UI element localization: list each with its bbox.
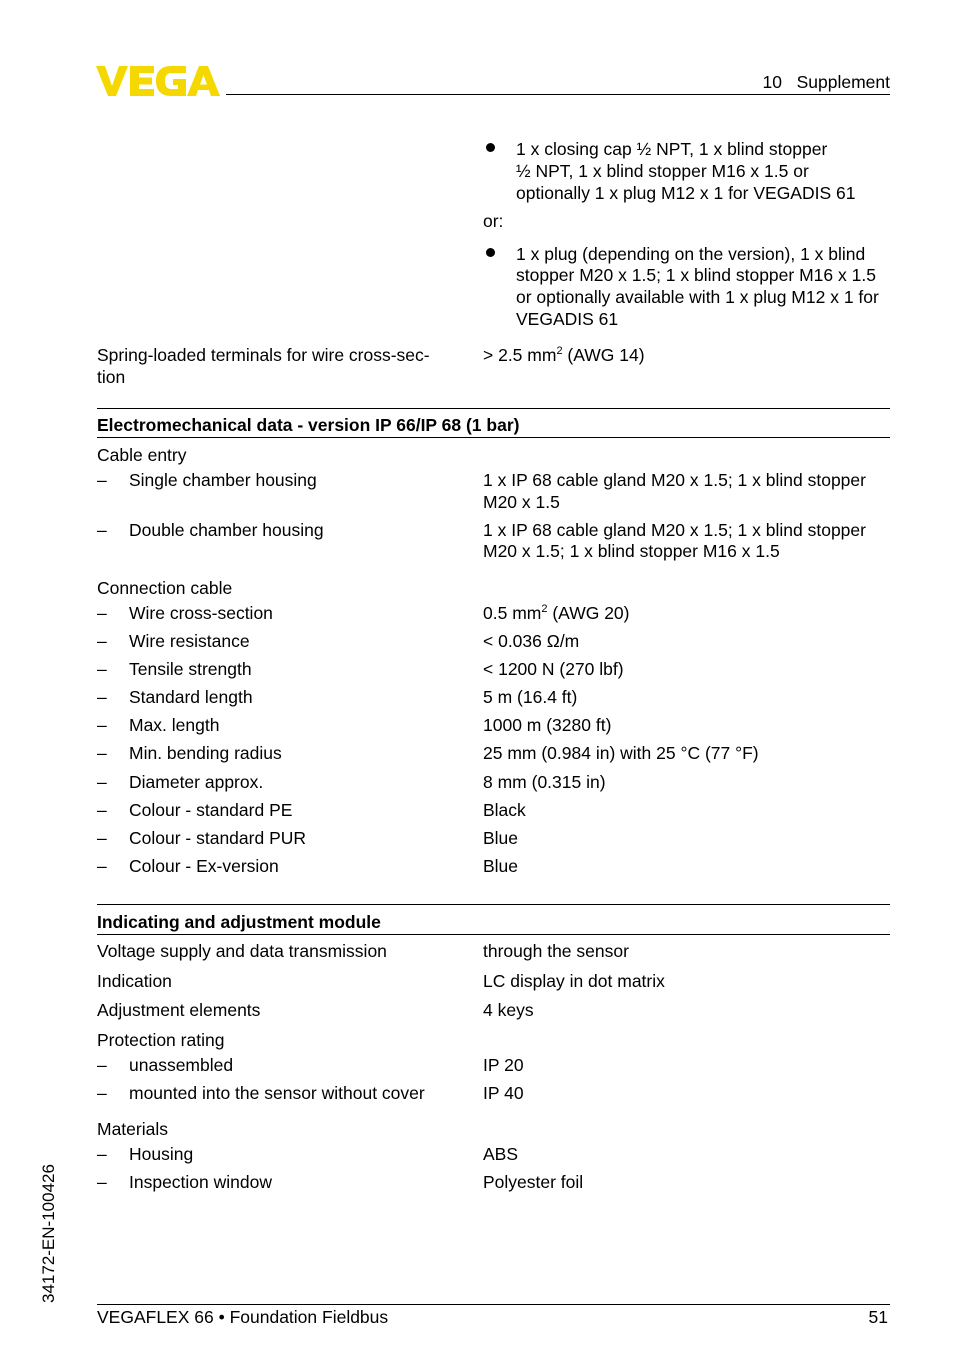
indication-label: Indication — [97, 971, 172, 991]
section-rule-bottom — [97, 437, 890, 438]
voltage-label: Voltage supply and data transmission — [97, 941, 387, 961]
spec-value: < 1200 N (270 lbf) — [483, 659, 624, 679]
materials-label: Materials — [97, 1119, 168, 1139]
dash-marker: – — [97, 828, 107, 848]
chapter-title: 10 Supplement — [762, 72, 890, 92]
bullet2-line1: 1 x plug (depending on the version), 1 x blind — [516, 244, 866, 264]
bullet1-line3: optionally 1 x plug M12 x 1 for VEGADIS 61 — [516, 183, 856, 203]
dash-marker: – — [97, 520, 107, 540]
bullet-icon — [484, 140, 496, 152]
header-rule — [226, 94, 890, 95]
spec-label: Colour - Ex-version — [129, 856, 279, 876]
indicating-title: Indicating and adjustment module — [97, 912, 381, 932]
mounted-value: IP 40 — [483, 1083, 524, 1103]
unassembled-value: IP 20 — [483, 1055, 524, 1075]
adjustment-value: 4 keys — [483, 1000, 534, 1020]
bullet2-line4: VEGADIS 61 — [516, 309, 619, 329]
wire-cross-section-label: Wire cross-section — [129, 603, 273, 623]
dash-marker: – — [97, 470, 107, 490]
spec-value: < 0.036 Ω/m — [483, 631, 580, 651]
dash-marker: – — [97, 715, 107, 735]
dash-marker: – — [97, 659, 107, 679]
section-rule-bottom — [97, 934, 890, 935]
spec-label: Max. length — [129, 715, 220, 735]
spec-value: Blue — [483, 828, 519, 848]
indication-value: LC display in dot matrix — [483, 971, 665, 991]
spec-value: Blue — [483, 856, 519, 876]
housing-label: Housing — [129, 1144, 194, 1164]
cable-entry-label: Cable entry — [97, 445, 187, 465]
footer-product: VEGAFLEX 66 • Foundation Fieldbus — [97, 1307, 389, 1327]
bullet-icon — [484, 245, 496, 257]
mounted-label: mounted into the sensor without cover — [129, 1083, 425, 1103]
bullet2-line2: stopper M20 x 1.5; 1 x blind stopper M16 x 1.5 — [516, 265, 876, 285]
spec-label: Colour - standard PUR — [129, 828, 307, 848]
unassembled-label: unassembled — [129, 1055, 234, 1075]
inspection-window-value: Polyester foil — [483, 1172, 584, 1192]
document-code: 34172-EN-100426 — [39, 1164, 58, 1303]
spec-value: 1000 m (3280 ft) — [483, 715, 612, 735]
page-number: 51 — [868, 1307, 888, 1327]
terminals-value-suffix: (AWG 14) — [562, 345, 645, 365]
section-rule-top — [97, 408, 890, 409]
wire-cs-suffix: (AWG 20) — [547, 603, 630, 623]
dash-marker: – — [97, 856, 107, 876]
protection-label: Protection rating — [97, 1030, 225, 1050]
dash-marker: – — [97, 1144, 107, 1164]
terminals-label-line2: tion — [97, 367, 126, 387]
dash-marker: – — [97, 1172, 107, 1192]
single-chamber-value-line2: M20 x 1.5 — [483, 492, 560, 512]
spec-label: Tensile strength — [129, 659, 252, 679]
electromechanical-title: Electromechanical data - version IP 66/IP 68 (1 bar) — [97, 415, 520, 435]
dash-marker: – — [97, 603, 107, 623]
spec-label: Colour - standard PE — [129, 800, 293, 820]
spec-label: Wire resistance — [129, 631, 250, 651]
spec-label: Standard length — [129, 687, 253, 707]
terminals-value — [483, 344, 645, 366]
spec-value: Black — [483, 800, 526, 820]
bullet1-line1: 1 x closing cap ½ NPT, 1 x blind stopper — [516, 139, 828, 159]
dash-marker: – — [97, 1055, 107, 1075]
footer-rule — [97, 1304, 890, 1305]
terminals-value-sup: 2 — [556, 345, 563, 357]
dash-marker: – — [97, 687, 107, 707]
dash-marker: – — [97, 743, 107, 763]
dash-marker: – — [97, 800, 107, 820]
terminals-value-main: > 2.5 mm — [483, 345, 557, 365]
spec-value: 5 m (16.4 ft) — [483, 687, 578, 707]
dash-marker: – — [97, 772, 107, 792]
wire-cs-sup: 2 — [541, 603, 548, 615]
spec-label: Diameter approx. — [129, 772, 264, 792]
spec-value: 25 mm (0.984 in) with 25 °C (77 °F) — [483, 743, 759, 763]
voltage-value: through the sensor — [483, 941, 629, 961]
connection-cable-label: Connection cable — [97, 578, 233, 598]
terminals-label-line1: Spring-loaded terminals for wire cross-sec- — [97, 345, 430, 365]
wire-cs-main: 0.5 mm — [483, 603, 542, 623]
adjustment-label: Adjustment elements — [97, 1000, 261, 1020]
bullet2-line3: or optionally available with 1 x plug M12 x 1 for — [516, 287, 879, 307]
single-chamber-value-line1: 1 x IP 68 cable gland M20 x 1.5; 1 x blind stopper — [483, 470, 866, 490]
double-chamber-value-line1: 1 x IP 68 cable gland M20 x 1.5; 1 x blind stopper — [483, 520, 866, 540]
dash-marker: – — [97, 631, 107, 651]
housing-value: ABS — [483, 1144, 519, 1164]
spec-label: Min. bending radius — [129, 743, 282, 763]
section-rule-top — [97, 904, 890, 905]
double-chamber-label: Double chamber housing — [129, 520, 324, 540]
double-chamber-value-line2: M20 x 1.5; 1 x blind stopper M16 x 1.5 — [483, 541, 780, 561]
bullet1-line2: ½ NPT, 1 x blind stopper M16 x 1.5 or — [516, 161, 809, 181]
inspection-window-label: Inspection window — [129, 1172, 272, 1192]
or-label: or: — [483, 211, 504, 231]
spec-value: 8 mm (0.315 in) — [483, 772, 606, 792]
vega-logo — [96, 66, 220, 96]
single-chamber-label: Single chamber housing — [129, 470, 317, 490]
wire-cross-section-value — [483, 602, 629, 624]
dash-marker: – — [97, 1083, 107, 1103]
